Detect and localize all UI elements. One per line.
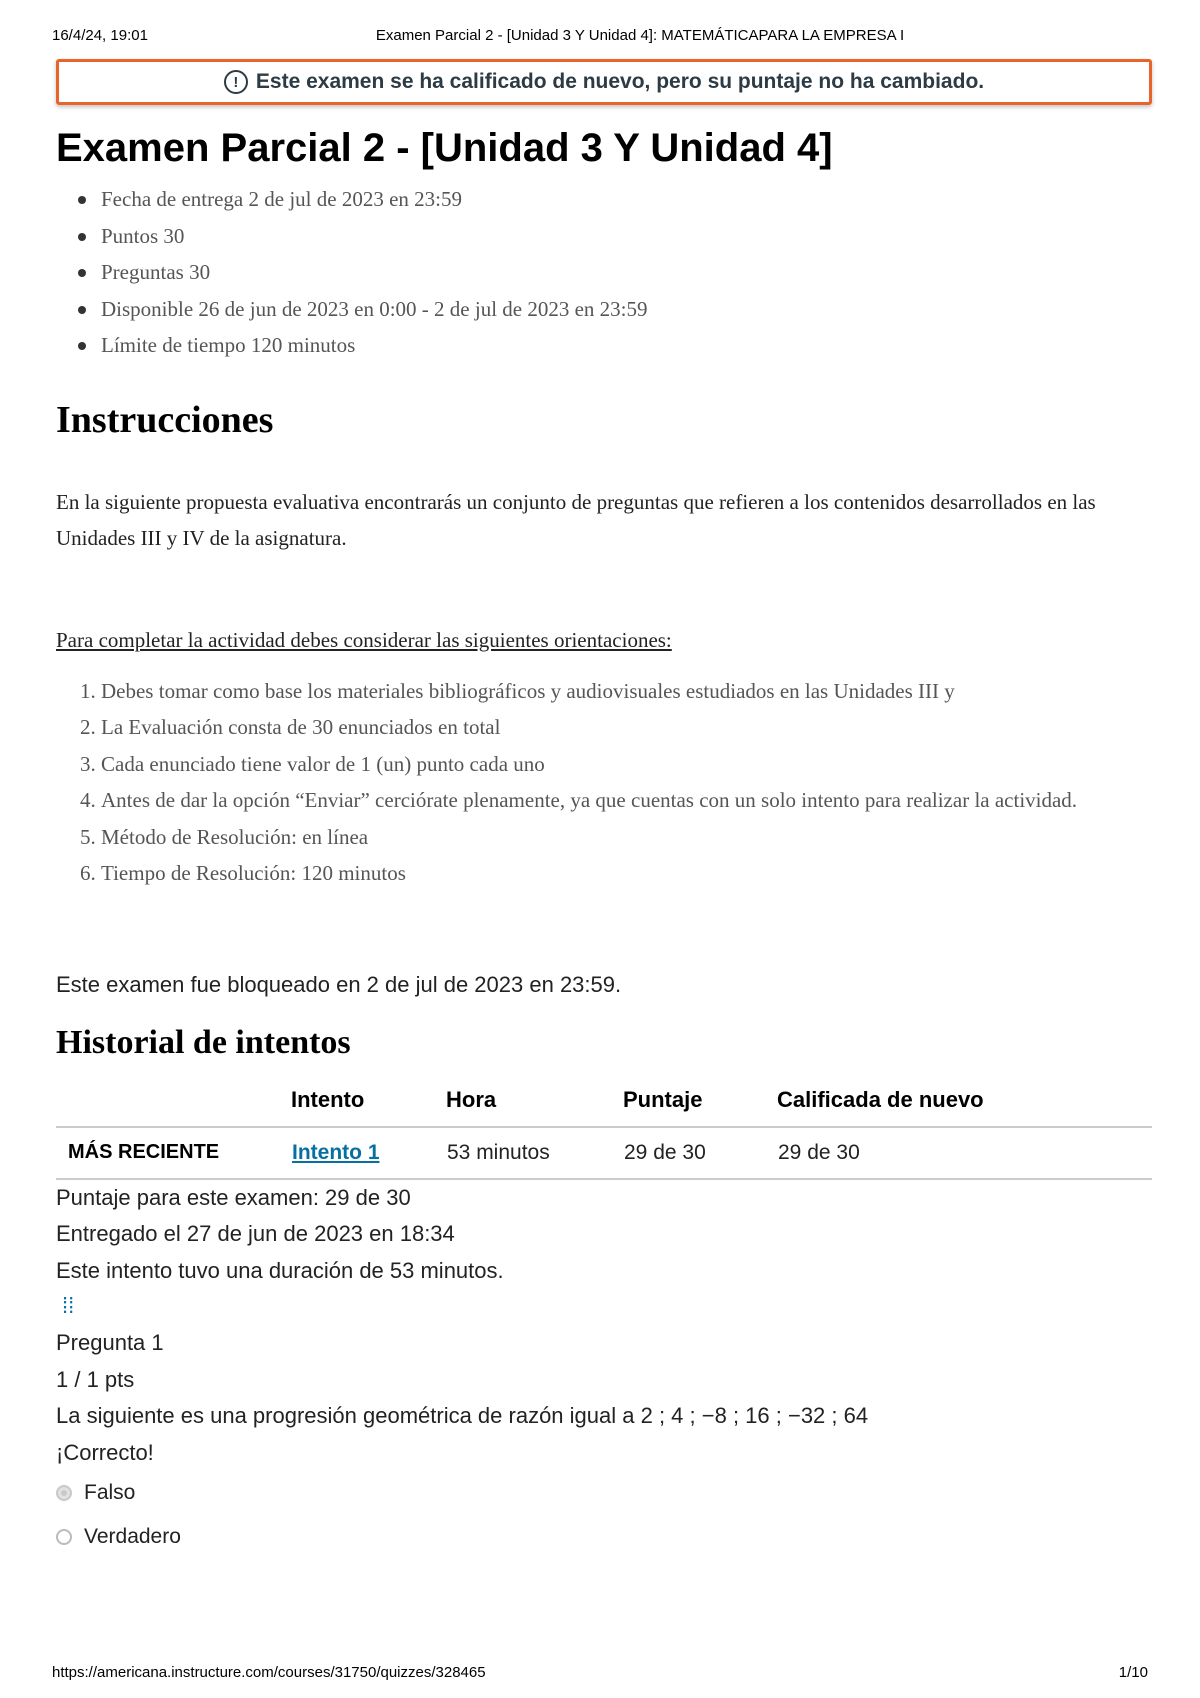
instructions-title: Instrucciones bbox=[56, 398, 274, 441]
duration-summary: Este intento tuvo una duración de 53 minutos. bbox=[56, 1257, 504, 1283]
step-item: 4. Antes de dar la opción “Enviar” cerciórate plenamente, ya que cuentas con un solo intento para realizar la actividad. bbox=[101, 782, 1152, 819]
orientations-heading: Para completar la actividad debes considerar las siguientes orientaciones: bbox=[56, 627, 672, 652]
question-title: Pregunta 1 bbox=[56, 1330, 164, 1355]
most-recent-tag: MÁS RECIENTE bbox=[56, 1127, 291, 1179]
regrade-banner bbox=[56, 59, 1152, 105]
detail-points: Puntos 30 bbox=[56, 224, 1152, 261]
score-summary: Puntaje para este examen: 29 de 30 bbox=[56, 1184, 411, 1210]
radio-icon[interactable] bbox=[56, 1529, 72, 1545]
history-title: Historial de intentos bbox=[56, 1023, 351, 1061]
print-date: 16/4/24, 19:01 bbox=[52, 27, 148, 44]
table-header-row bbox=[56, 1084, 1152, 1127]
answer-option[interactable] bbox=[56, 1515, 1152, 1559]
header-attempt: Intento bbox=[291, 1084, 446, 1127]
detail-questions: Preguntas 30 bbox=[56, 260, 1152, 297]
answer-label: Falso bbox=[84, 1481, 136, 1504]
drag-handle-icon[interactable]: ⁞⁞ bbox=[62, 1293, 75, 1318]
radio-selected-icon[interactable] bbox=[56, 1485, 72, 1501]
instructions-intro: En la siguiente propuesta evaluativa encontrarás un conjunto de preguntas que refieren a los contenidos desarrollados en las Unidades III y IV de la asignatura. bbox=[56, 489, 1096, 550]
question-points: 1 / 1 pts bbox=[56, 1366, 135, 1392]
quiz-details bbox=[56, 187, 1152, 370]
page-title: Examen Parcial 2 - [Unidad 3 Y Unidad 4] bbox=[56, 126, 833, 170]
attempt-summary bbox=[56, 1180, 1152, 1290]
detail-due-date: Fecha de entrega 2 de jul de 2023 en 23:59 bbox=[56, 187, 1152, 224]
step-item: 6. Tiempo de Resolución: 120 minutos bbox=[101, 855, 1152, 892]
main-content bbox=[56, 126, 1152, 1559]
header-score: Puntaje bbox=[623, 1084, 777, 1127]
submitted-summary: Entregado el 27 de jun de 2023 en 18:34 bbox=[56, 1221, 455, 1246]
orientation-steps bbox=[56, 673, 1152, 892]
print-header bbox=[52, 27, 1148, 47]
question-feedback: ¡Correcto! bbox=[56, 1439, 154, 1465]
page-number: 1/10 bbox=[1118, 1664, 1148, 1681]
attempt-link[interactable]: Intento 1 bbox=[292, 1140, 380, 1164]
detail-time-limit: Límite de tiempo 120 minutos bbox=[56, 333, 1152, 370]
step-item: 2. La Evaluación consta de 30 enunciados en total bbox=[101, 709, 1152, 746]
attempts-table bbox=[56, 1084, 1152, 1180]
step-item: 3. Cada enunciado tiene valor de 1 (un) punto cada uno bbox=[101, 746, 1152, 783]
table-row bbox=[56, 1127, 1152, 1179]
attempt-time: 53 minutos bbox=[446, 1127, 623, 1179]
header-blank bbox=[56, 1084, 291, 1127]
banner-text: Este examen se ha calificado de nuevo, pero su puntaje no ha cambiado. bbox=[255, 70, 985, 93]
attempt-regraded: 29 de 30 bbox=[777, 1127, 1152, 1179]
attempt-score: 29 de 30 bbox=[623, 1127, 777, 1179]
warning-icon: ! bbox=[224, 70, 248, 94]
question-text: La siguiente es una progresión geométrica de razón igual a 2 ; 4 ; −8 ; 16 ; −32 ; 64 bbox=[56, 1403, 869, 1428]
locked-notice: Este examen fue bloqueado en 2 de jul de 2023 en 23:59. bbox=[56, 971, 622, 997]
header-regraded: Calificada de nuevo bbox=[777, 1084, 1152, 1127]
detail-available: Disponible 26 de jun de 2023 en 0:00 - 2 de jul de 2023 en 23:59 bbox=[56, 297, 1152, 334]
answer-label: Verdadero bbox=[84, 1525, 181, 1548]
step-item: 5. Método de Resolución: en línea bbox=[101, 819, 1152, 856]
header-time: Hora bbox=[446, 1084, 623, 1127]
print-url: https://americana.instructure.com/courses/31750/quizzes/328465 bbox=[52, 1664, 486, 1681]
answer-option[interactable] bbox=[56, 1471, 1152, 1515]
print-title: Examen Parcial 2 - [Unidad 3 Y Unidad 4]: MATEMÁTICAPARA LA EMPRESA I bbox=[375, 27, 905, 44]
step-item: 1. Debes tomar como base los materiales bibliográficos y audiovisuales estudiados en las Unidades III y bbox=[101, 673, 1152, 710]
question-1 bbox=[56, 1325, 1152, 1559]
